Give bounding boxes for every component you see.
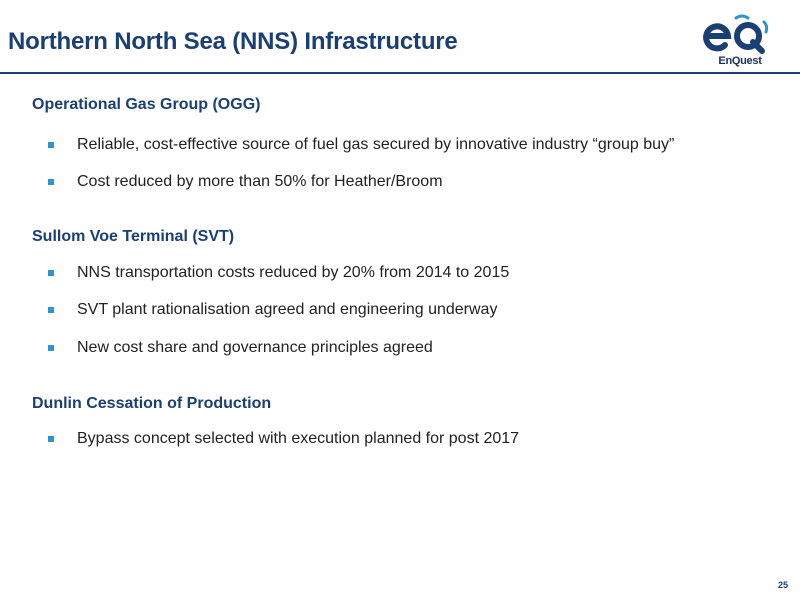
section-heading-dunlin: Dunlin Cessation of Production bbox=[32, 395, 272, 412]
bullet-square-icon bbox=[48, 345, 54, 351]
bullet-item bbox=[0, 173, 780, 195]
bullet-text: Bypass concept selected with execution planned for post 2017 bbox=[77, 430, 520, 447]
slide-title: Northern North Sea (NNS) Infrastructure bbox=[8, 28, 458, 55]
bullet-text: NNS transportation costs reduced by 20% from 2014 to 2015 bbox=[77, 264, 510, 281]
bullet-square-icon bbox=[48, 179, 54, 185]
page-number: 25 bbox=[778, 580, 789, 590]
bullet-item bbox=[0, 136, 780, 158]
enquest-logo bbox=[698, 14, 778, 70]
logo-wordmark: EnQuest bbox=[718, 55, 762, 67]
bullet-square-icon bbox=[48, 436, 54, 442]
eq-logo-mark bbox=[698, 14, 778, 58]
title-divider bbox=[0, 72, 800, 74]
bullet-item bbox=[0, 264, 780, 286]
section-heading-svt: Sullom Voe Terminal (SVT) bbox=[32, 228, 235, 245]
bullet-item bbox=[0, 339, 780, 361]
bullet-square-icon bbox=[48, 142, 54, 148]
bullet-square-icon bbox=[48, 307, 54, 313]
bullet-text: SVT plant rationalisation agreed and engineering underway bbox=[77, 301, 498, 318]
section-heading-ogg: Operational Gas Group (OGG) bbox=[32, 96, 261, 113]
bullet-square-icon bbox=[48, 270, 54, 276]
bullet-text: Reliable, cost-effective source of fuel gas secured by innovative industry “group buy” bbox=[77, 136, 675, 153]
bullet-text: Cost reduced by more than 50% for Heather/Broom bbox=[77, 173, 443, 190]
bullet-item bbox=[0, 430, 780, 452]
bullet-text: New cost share and governance principles agreed bbox=[77, 339, 433, 356]
bullet-item bbox=[0, 301, 780, 323]
